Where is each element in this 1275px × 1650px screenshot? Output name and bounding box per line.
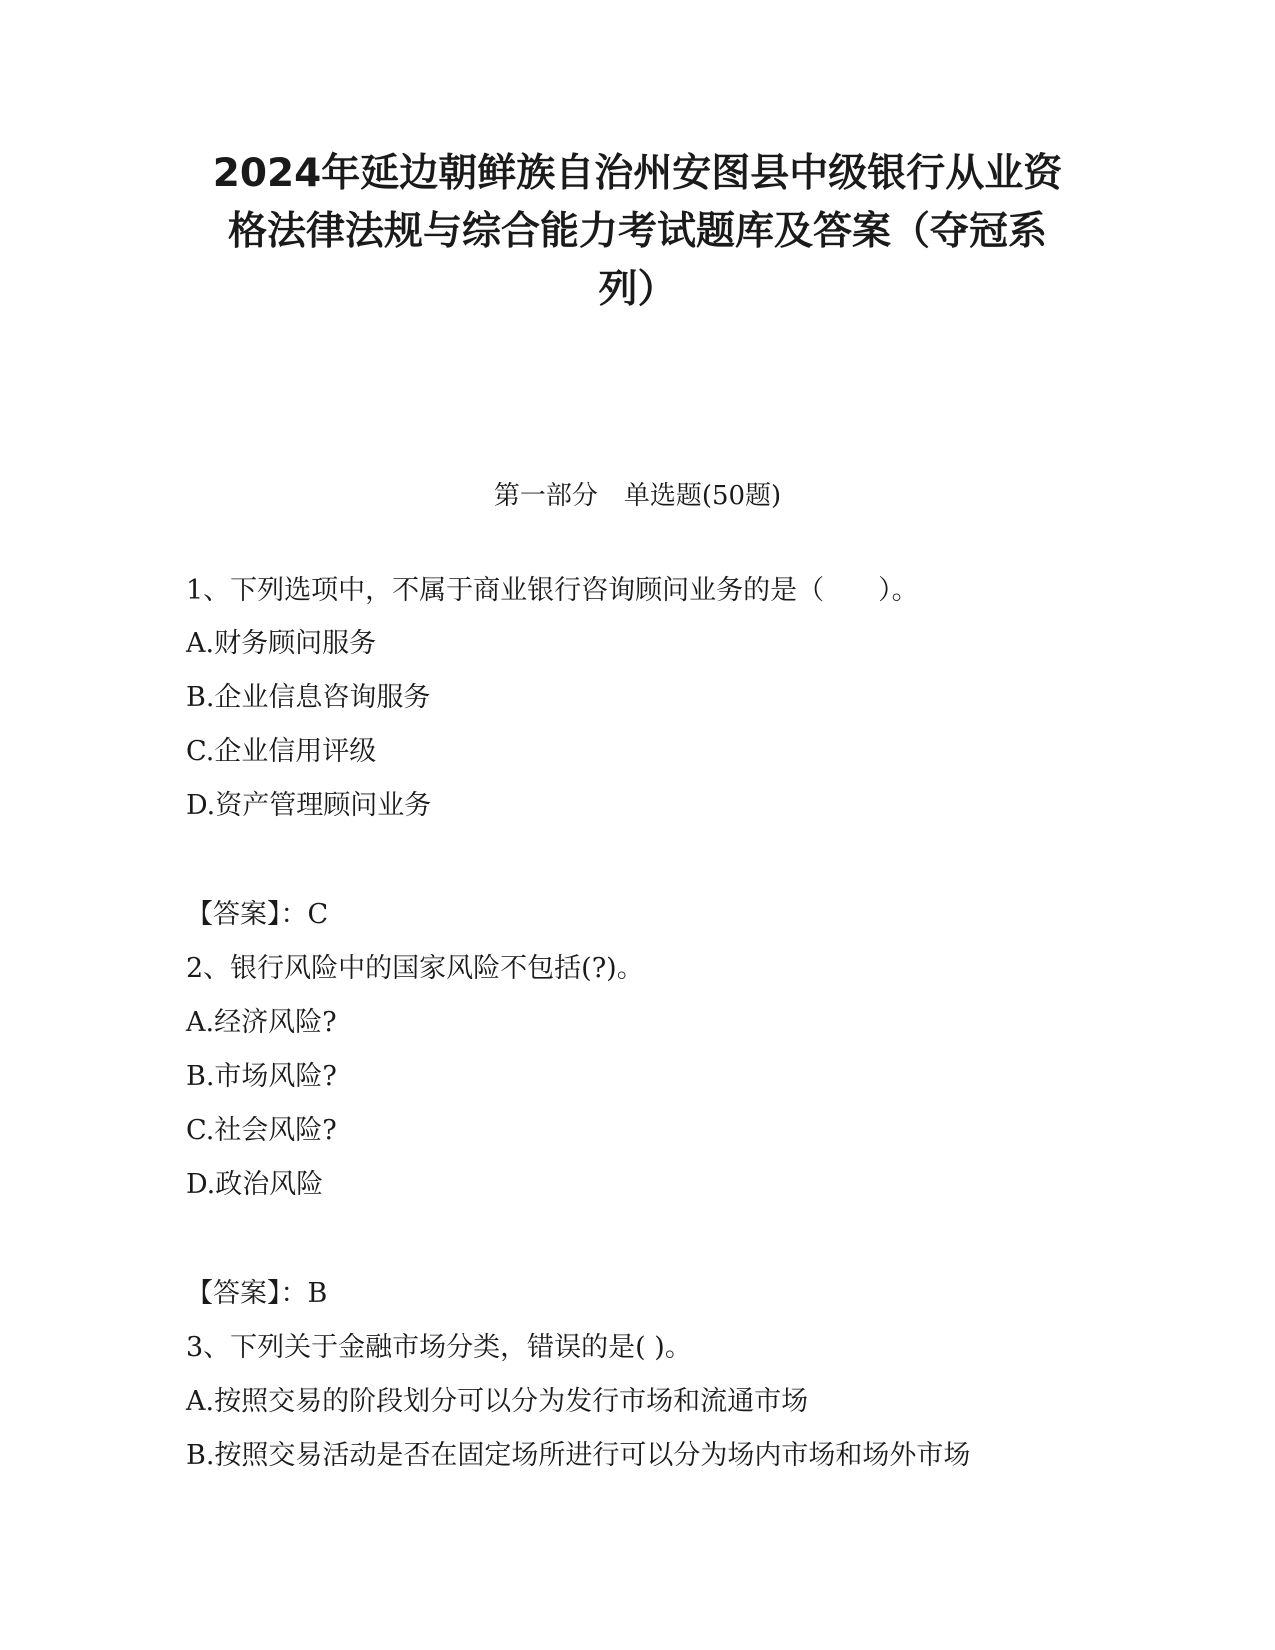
question-option: B.市场风险? xyxy=(186,1061,337,1092)
question-option: A.财务顾问服务 xyxy=(186,628,377,659)
answer-line: 【答案】：C xyxy=(186,899,329,930)
question-option: A.经济风险? xyxy=(186,1007,337,1038)
question-option: B.企业信息咨询服务 xyxy=(186,682,431,713)
question-option: A.按照交易的阶段划分可以分为发行市场和流通市场 xyxy=(186,1386,809,1417)
title-line: 格法律法规与综合能力考试题库及答案（夺冠系 xyxy=(227,209,1047,254)
title-line: 列） xyxy=(598,267,677,312)
document-title xyxy=(140,145,1135,319)
question-option: B.按照交易活动是否在固定场所进行可以分为场内市场和场外市场 xyxy=(186,1440,971,1471)
question-option: D.资产管理顾问业务 xyxy=(186,790,432,821)
question-option: D.政治风险 xyxy=(186,1169,324,1200)
question-option: C.企业信用评级 xyxy=(186,736,377,767)
answer-line: 【答案】：B xyxy=(186,1278,328,1309)
question-stem: 1、下列选项中，不属于商业银行咨询顾问业务的是（ ）。 xyxy=(186,575,919,606)
question-stem: 2、银行风险中的国家风险不包括(?)。 xyxy=(186,953,644,984)
title-line: 2024年延边朝鲜族自治州安图县中级银行从业资 xyxy=(212,151,1063,196)
section-heading: 第一部分 单选题(50题) xyxy=(493,481,782,511)
question-option: C.社会风险? xyxy=(186,1115,337,1146)
question-stem: 3、下列关于金融市场分类，错误的是( )。 xyxy=(186,1332,692,1363)
